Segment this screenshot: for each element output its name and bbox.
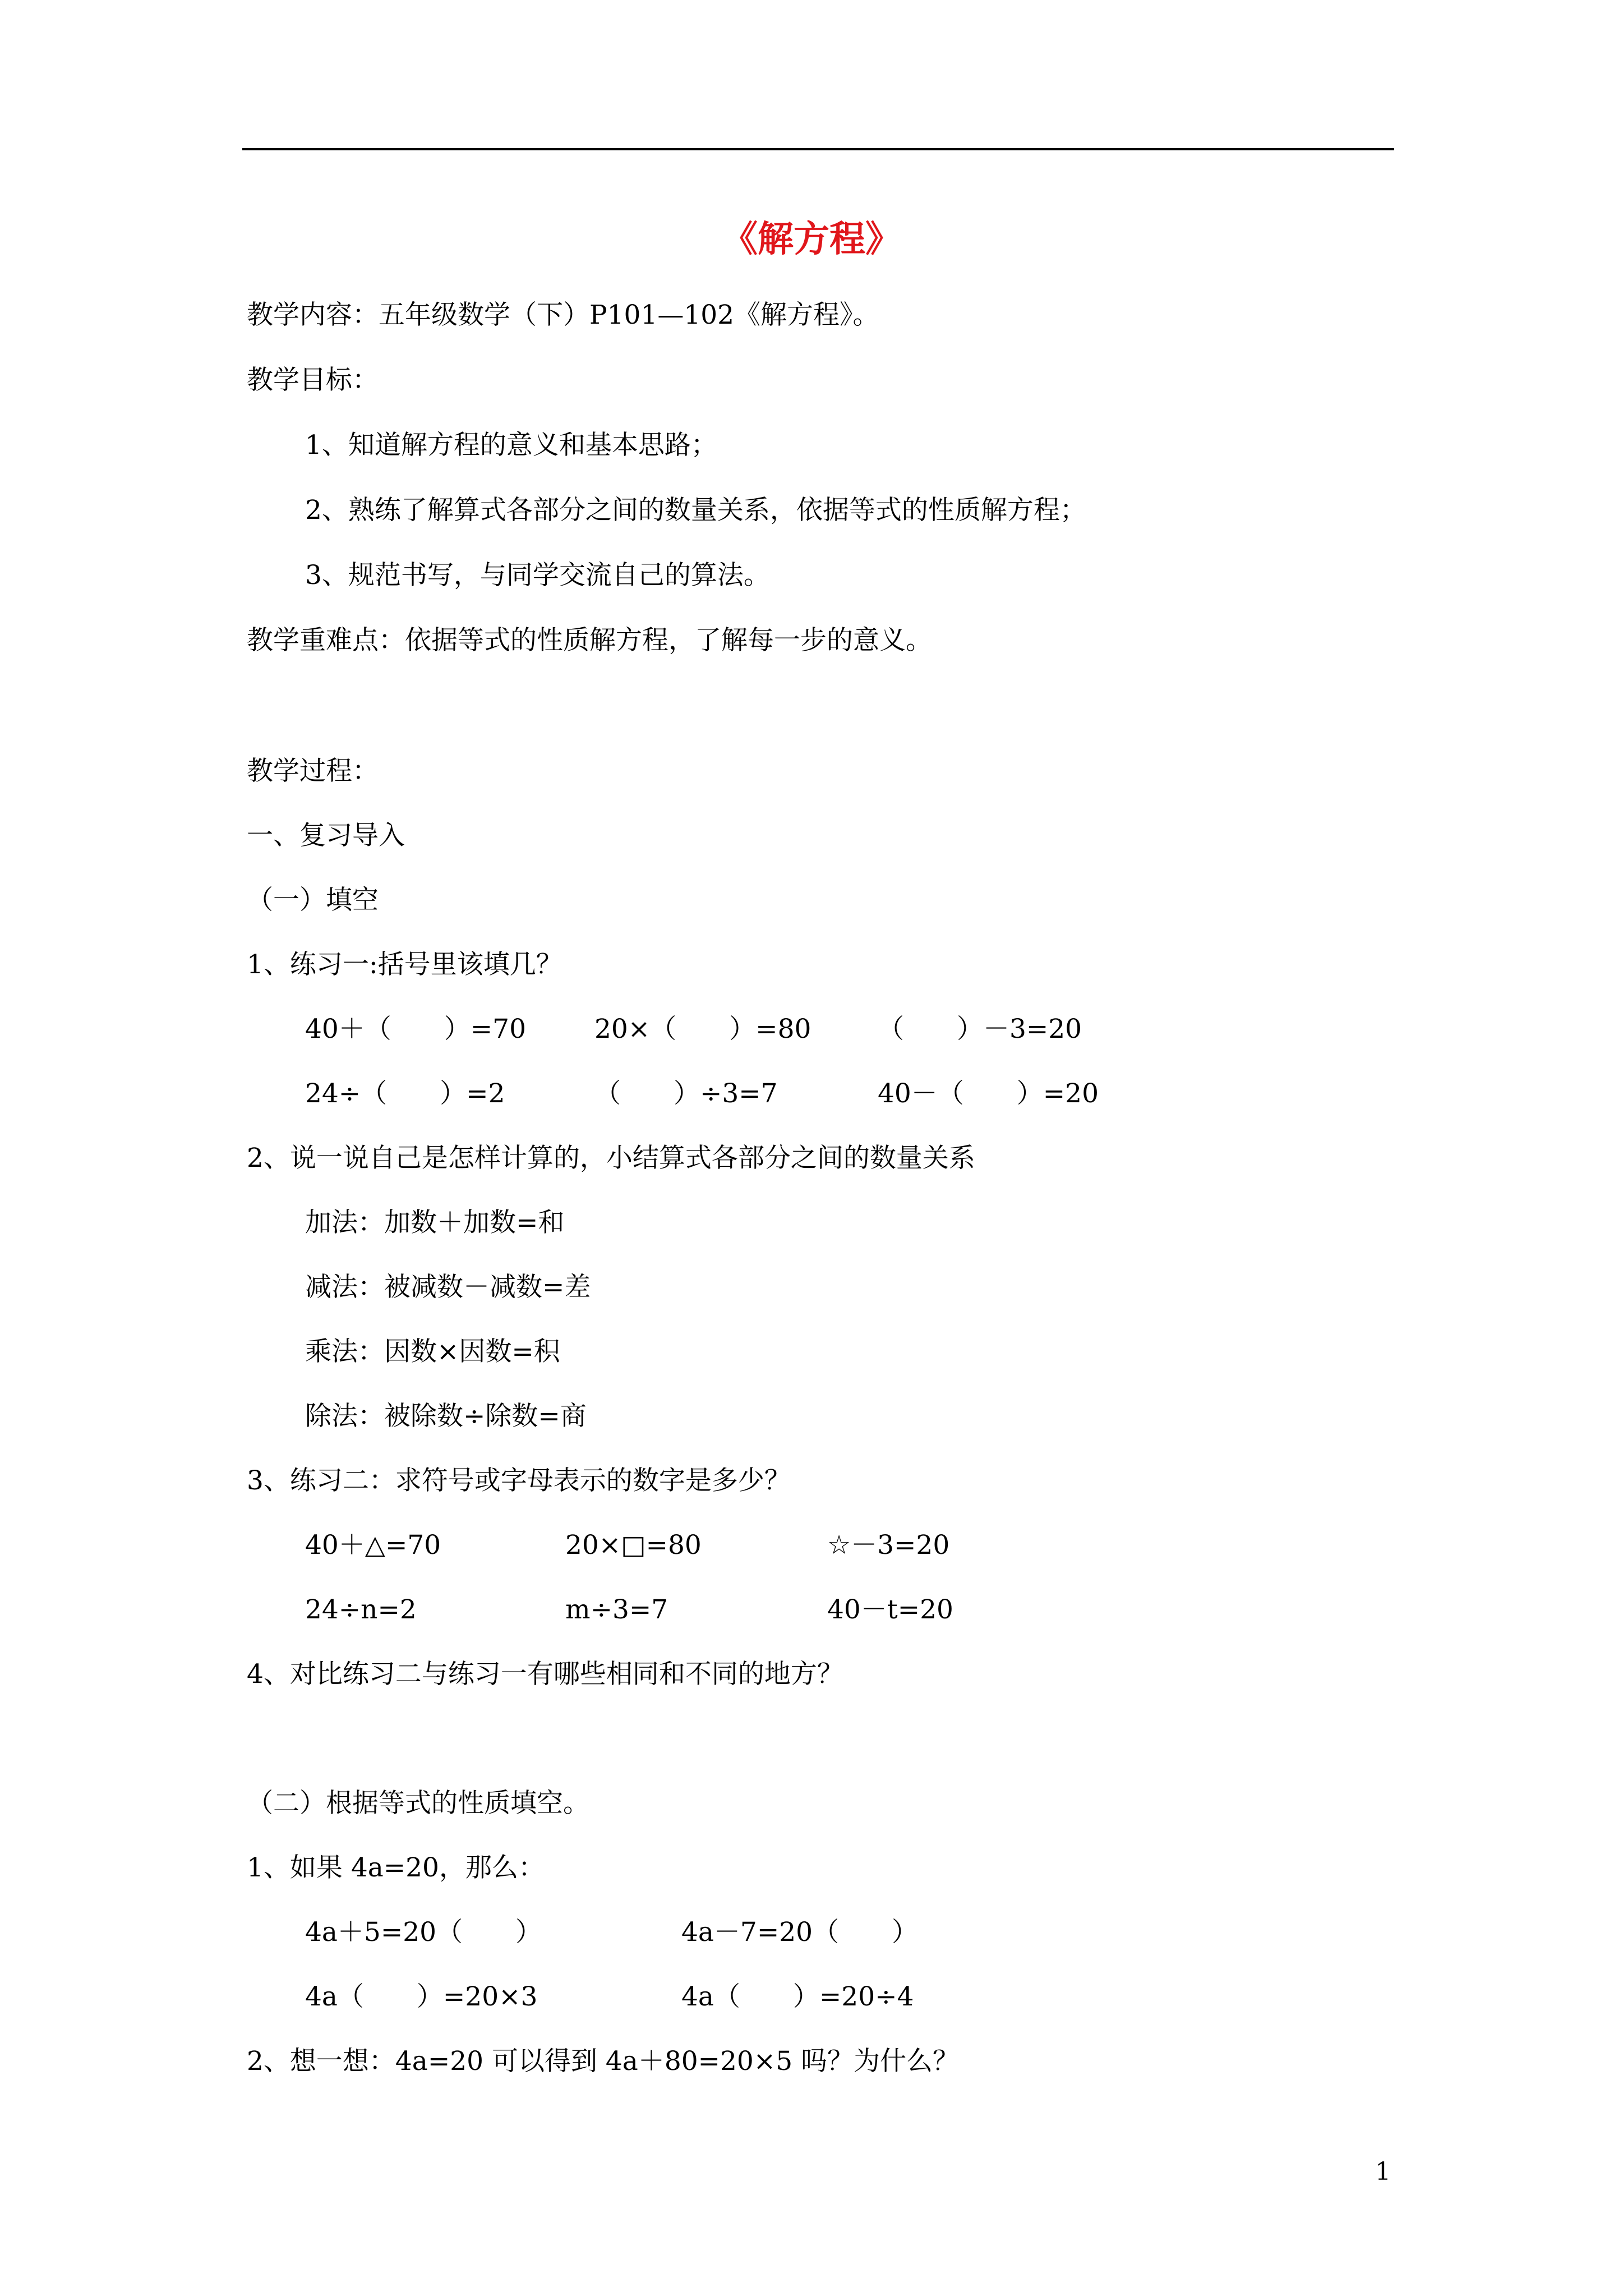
item-if: 1、如果 4a=20，那么： — [247, 1852, 545, 1883]
relation-division: 除法：被除数÷除数=商 — [305, 1401, 587, 1432]
exercise2-item: 24÷n=2 — [305, 1594, 417, 1625]
subsection-two: （二）根据等式的性质填空。 — [247, 1788, 589, 1819]
exercise1-item: 40－（ ）=20 — [878, 1078, 1099, 1109]
exercise1-item: 20×（ ）=80 — [594, 1014, 811, 1045]
item2-title: 2、说一说自己是怎样计算的，小结算式各部分之间的数量关系 — [247, 1143, 975, 1174]
relation-addition: 加法：加数＋加数=和 — [305, 1207, 565, 1238]
exercise1-item: 40＋（ ）=70 — [305, 1014, 526, 1045]
if-item: 4a＋5=20（ ） — [305, 1917, 542, 1948]
exercise2-item: 40－t=20 — [827, 1594, 953, 1625]
document-title: 《解方程》 — [722, 218, 901, 260]
exercise1-item: （ ）－3=20 — [878, 1014, 1082, 1045]
if-item: 4a－7=20（ ） — [681, 1917, 919, 1948]
header-rule — [242, 148, 1394, 150]
if-item: 4a（ ）=20÷4 — [681, 1981, 914, 2012]
item4: 4、对比练习二与练习一有哪些相同和不同的地方？ — [247, 1659, 843, 1690]
content-line: 教学内容：五年级数学（下）P101—102《解方程》。 — [247, 300, 879, 330]
exercise2-item: ☆－3=20 — [827, 1530, 950, 1561]
exercise2-title: 3、练习二：求符号或字母表示的数字是多少？ — [247, 1465, 791, 1496]
key-points: 教学重难点：依据等式的性质解方程，了解每一步的意义。 — [247, 625, 932, 656]
exercise1-title: 1、练习一:括号里该填几？ — [247, 949, 562, 980]
goals-label: 教学目标： — [247, 365, 379, 395]
exercise1-item: 24÷（ ）=2 — [305, 1078, 505, 1109]
relation-multiplication: 乘法：因数×因数=积 — [305, 1336, 560, 1367]
if-item: 4a（ ）=20×3 — [305, 1981, 538, 2012]
section-one: 一、复习导入 — [247, 820, 405, 851]
goal-2: 2、熟练了解算式各部分之间的数量关系，依据等式的性质解方程； — [305, 495, 1086, 526]
goal-1: 1、知道解方程的意义和基本思路； — [305, 430, 717, 461]
exercise2-item: 20×□=80 — [565, 1530, 702, 1561]
exercise2-item: m÷3=7 — [565, 1594, 668, 1625]
subsection-one: （一）填空 — [247, 885, 379, 915]
page-number: 1 — [1375, 2157, 1391, 2186]
exercise2-item: 40＋△=70 — [305, 1530, 441, 1561]
exercise1-item: （ ）÷3=7 — [594, 1078, 778, 1109]
relation-subtraction: 减法：被减数－减数=差 — [305, 1272, 591, 1303]
process-label: 教学过程： — [247, 756, 379, 786]
goal-3: 3、规范书写，与同学交流自己的算法。 — [305, 560, 770, 591]
think-question: 2、想一想：4a=20 可以得到 4a＋80=20×5 吗？为什么？ — [247, 2046, 960, 2077]
